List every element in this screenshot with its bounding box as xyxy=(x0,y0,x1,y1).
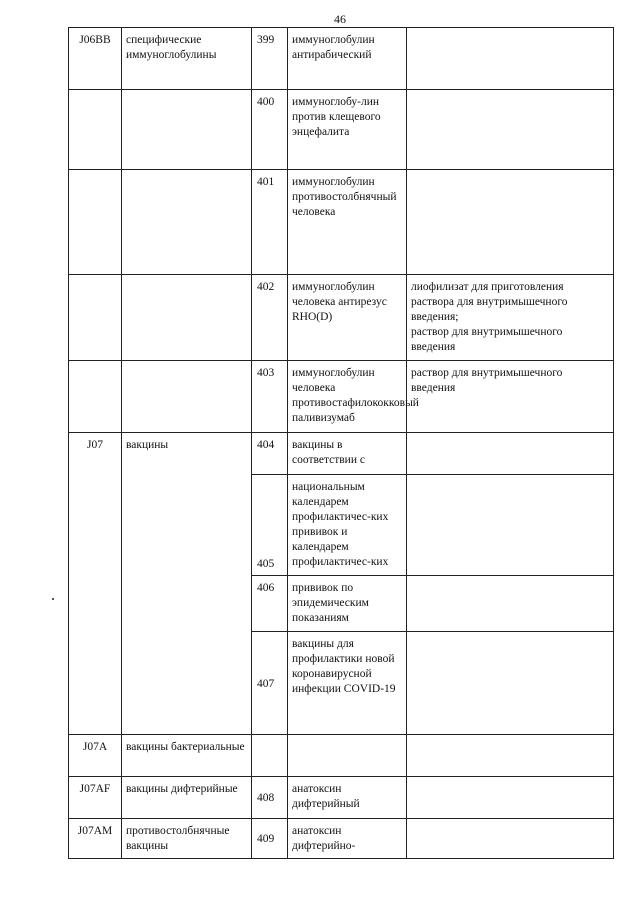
dosage-form xyxy=(407,632,614,735)
dosage-form xyxy=(407,576,614,632)
drug-name xyxy=(288,735,407,777)
row-number: 399 xyxy=(252,28,288,90)
atc-group xyxy=(122,361,252,433)
drug-name: вакцины в соответствии с xyxy=(288,433,407,475)
dosage-form xyxy=(407,170,614,275)
table-row xyxy=(69,361,614,433)
dosage-form xyxy=(407,777,614,819)
table-row xyxy=(69,275,614,361)
dosage-form: раствор для внутримышечного введения xyxy=(407,361,614,433)
atc-group: вакцины дифтерийные xyxy=(122,777,252,819)
row-number: 403 xyxy=(252,361,288,433)
drug-name: прививок по эпидемическим показаниям xyxy=(288,576,407,632)
dosage-form: лиофилизат для приготовления раствора для внутримышечного введения; раствор для внутримышечного введения xyxy=(407,275,614,361)
atc-code xyxy=(69,361,122,433)
row-number: 408 xyxy=(252,777,288,819)
drug-name: вакцины для профилактики новой коронавирусной инфекции COVID-19 xyxy=(288,632,407,735)
atc-group: вакцины xyxy=(122,433,252,735)
atc-code xyxy=(69,90,122,170)
atc-group: противостолбнячные вакцины xyxy=(122,819,252,859)
atc-code: J07AM xyxy=(69,819,122,859)
row-number: 401 xyxy=(252,170,288,275)
table-row xyxy=(69,28,614,90)
atc-code xyxy=(69,170,122,275)
dosage-form xyxy=(407,28,614,90)
drug-name: иммуноглобулин человека антирезус RHO(D) xyxy=(288,275,407,361)
dosage-form xyxy=(407,475,614,576)
row-number: 406 xyxy=(252,576,288,632)
table-row xyxy=(69,819,614,859)
row-number: 405 xyxy=(252,475,288,576)
drug-name: иммуноглобулин антирабический xyxy=(288,28,407,90)
drug-table xyxy=(68,27,614,859)
dosage-form xyxy=(407,433,614,475)
table-row xyxy=(69,777,614,819)
table-row xyxy=(69,433,614,475)
drug-name: иммуноглобу-лин против клещевого энцефалита xyxy=(288,90,407,170)
row-number xyxy=(252,735,288,777)
table-row xyxy=(69,90,614,170)
atc-code: J07AF xyxy=(69,777,122,819)
table-row xyxy=(69,735,614,777)
atc-code: J07 xyxy=(69,433,122,735)
atc-group xyxy=(122,90,252,170)
drug-name: иммуноглобулин человека противостафилококковый паливизумаб xyxy=(288,361,407,433)
atc-group xyxy=(122,275,252,361)
atc-group: специфические иммуноглобулины xyxy=(122,28,252,90)
row-number: 402 xyxy=(252,275,288,361)
dosage-form xyxy=(407,735,614,777)
atc-code: J07A xyxy=(69,735,122,777)
atc-group xyxy=(122,170,252,275)
dosage-form xyxy=(407,90,614,170)
drug-name: анатоксин дифтерийный xyxy=(288,777,407,819)
page-number: 46 xyxy=(334,12,346,26)
dosage-form xyxy=(407,819,614,859)
atc-code xyxy=(69,275,122,361)
scan-dot xyxy=(52,598,54,600)
row-number: 407 xyxy=(252,632,288,735)
row-number: 404 xyxy=(252,433,288,475)
drug-name: анатоксин дифтерийно- xyxy=(288,819,407,859)
row-number: 409 xyxy=(252,819,288,859)
drug-name: национальным календарем профилактичес-ких прививок и календарем профилактичес-ких xyxy=(288,475,407,576)
row-number: 400 xyxy=(252,90,288,170)
drug-name: иммуноглобулин противостолбнячный человека xyxy=(288,170,407,275)
table-row xyxy=(69,170,614,275)
atc-group: вакцины бактериальные xyxy=(122,735,252,777)
atc-code: J06BB xyxy=(69,28,122,90)
